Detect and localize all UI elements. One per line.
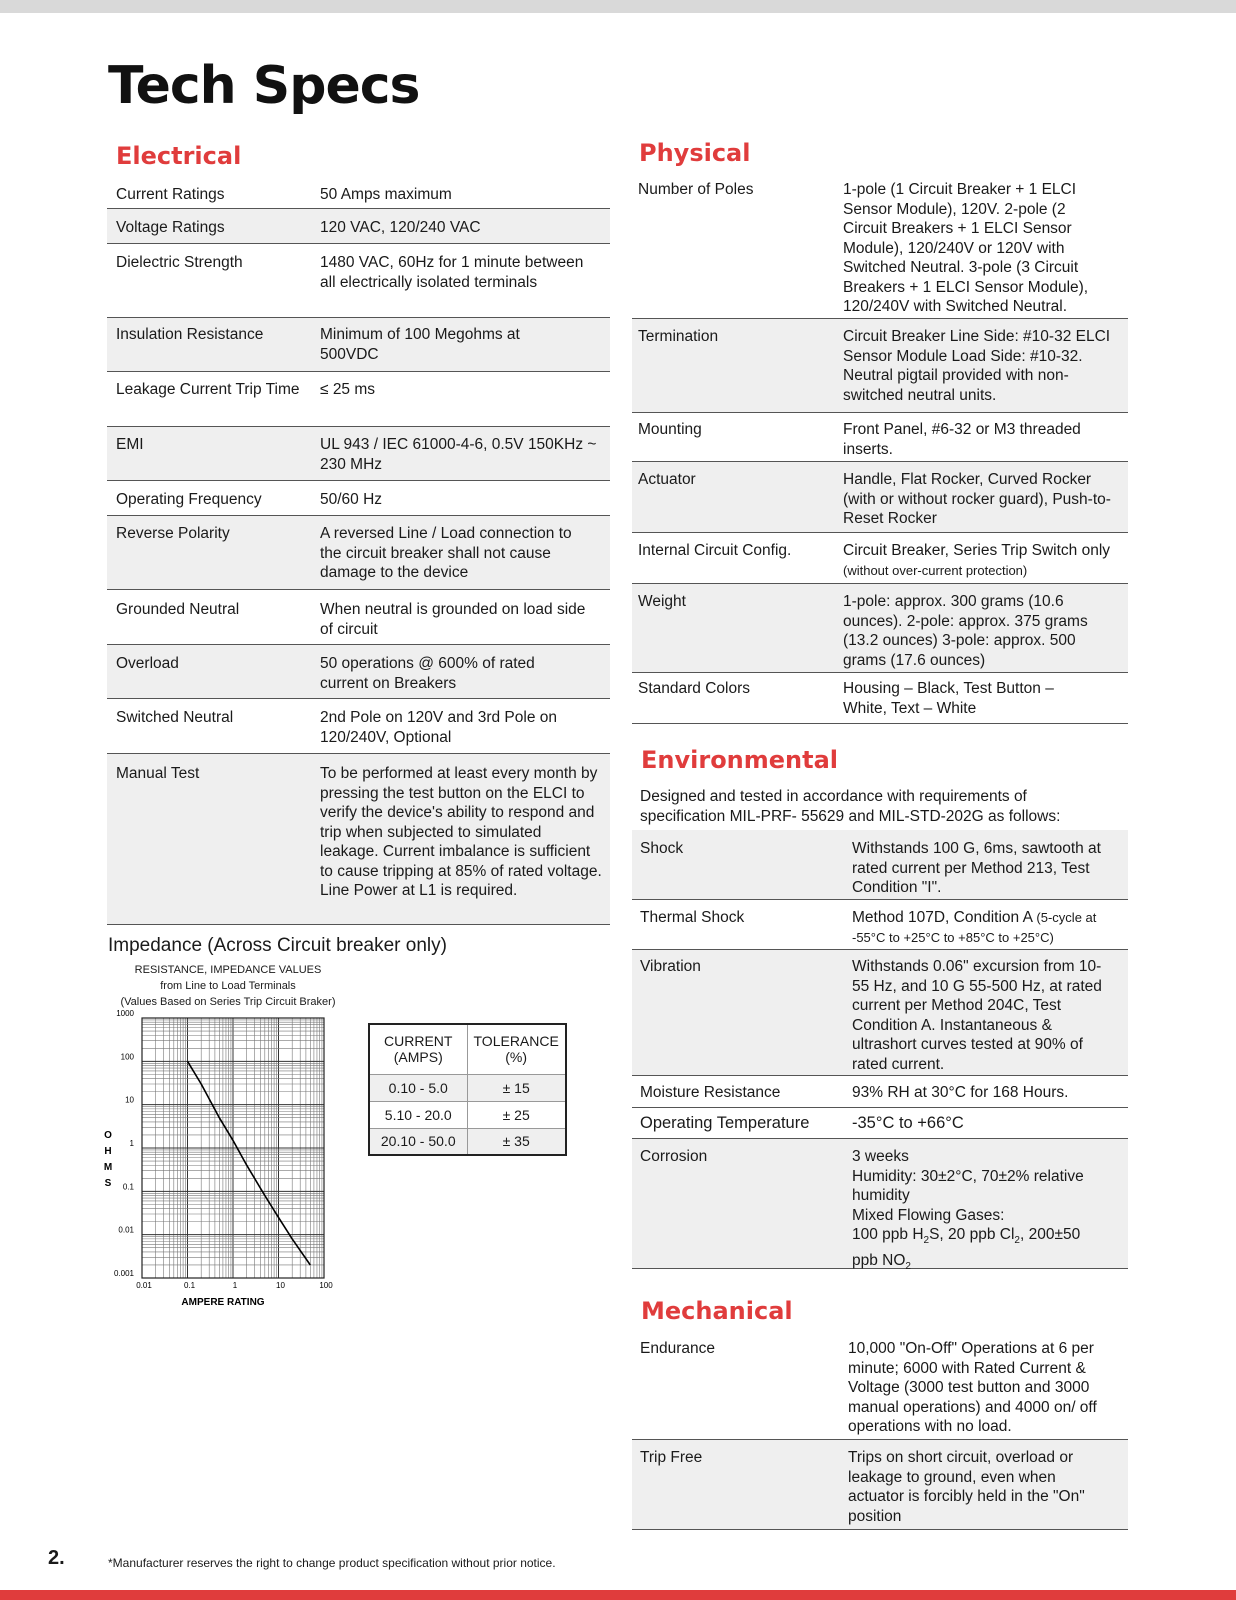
table-cell: 0.10 - 5.0 [369, 1074, 467, 1101]
table-cell: ± 35 [467, 1128, 566, 1155]
table-header-tolerance: TOLERANCE (%) [467, 1024, 566, 1074]
y-axis-label: H [104, 1146, 112, 1157]
electrical-heading: Electrical [116, 142, 242, 170]
table-cell: ± 15 [467, 1074, 566, 1101]
impedance-title: Impedance (Across Circuit breaker only) [108, 935, 447, 956]
x-axis-label: AMPERE RATING [181, 1297, 265, 1308]
table-row: Vibration Withstands 0.06" excursion from 10-55 Hz, and 10 G 55-500 Hz, at rated current per Method 204C, Test Condition A. Instantaneous & ultrashort curves tested at 90% of rated current. [632, 950, 1128, 1076]
y-tick-label: 10 [125, 1095, 134, 1105]
mechanical-heading: Mechanical [641, 1297, 793, 1325]
table-row: Manual Test To be performed at least every month by pressing the test button on the ELCI to verify the device's ability to respond and trip when subjected to simulated leakage. Current imbalance is sufficient to cause tripping at 85% of rated voltage. Line Power at L1 is required. [107, 754, 610, 925]
table-row: Overload 50 operations @ 600% of rated current on Breakers [107, 645, 610, 699]
physical-heading: Physical [639, 139, 751, 167]
table-row: Standard Colors Housing – Black, Test Button – White, Text – White [632, 673, 1128, 724]
table-row: Switched Neutral 2nd Pole on 120V and 3rd Pole on 120/240V, Optional [107, 699, 610, 754]
y-tick-label: 0.01 [118, 1225, 134, 1235]
physical-table [632, 178, 1128, 724]
table-row: Corrosion 3 weeks Humidity: 30±2°C, 70±2% relative humidity Mixed Flowing Gases: 100 ppb $H_2S$, 20 ppb $Cl_2$, 200±50 ppb $NO_2$ [632, 1139, 1128, 1269]
table-row: Termination Circuit Breaker Line Side: #10-32 ELCI Sensor Module Load Side: #10-32. Neutral pigtail provided with non-switched neutral units. [632, 319, 1128, 413]
table-cell: 5.10 - 20.0 [369, 1101, 467, 1128]
table-row: Operating Frequency 50/60 Hz [107, 481, 610, 516]
table-header-current: CURRENT (AMPS) [369, 1024, 467, 1074]
table-cell: ± 25 [467, 1101, 566, 1128]
table-row: Internal Circuit Config. Circuit Breaker, Series Trip Switch only (without over-current protection) [632, 533, 1128, 584]
y-tick-label: 0.001 [113, 1269, 134, 1278]
table-row: Reverse Polarity A reversed Line / Load connection to the circuit breaker shall not cause damage to the device [107, 516, 610, 590]
table-row: Mounting Front Panel, #6-32 or M3 threaded inserts. [632, 413, 1128, 462]
page-title: Tech Specs [108, 56, 420, 116]
table-row: Operating Temperature -35°C to +66°C [632, 1108, 1128, 1139]
x-tick-label: 100 [319, 1281, 333, 1290]
table-row: Number of Poles 1-pole (1 Circuit Breaker + 1 ELCI Sensor Module), 120V. 2-pole (2 Circuit Breakers + 1 ELCI Sensor Module), 120/240V or 120V with Switched Neutral. 3-pole (3 Circuit Breakers + 1 ELCI Sensor Module), 120/240V with Switched Neutral. [632, 178, 1128, 319]
y-axis-label: O [104, 1130, 112, 1141]
table-row: Leakage Current Trip Time ≤ 25 ms [107, 372, 610, 427]
footer-note: *Manufacturer reserves the right to change product specification without prior notice. [108, 1556, 556, 1570]
table-row: Moisture Resistance 93% RH at 30°C for 168 Hours. [632, 1076, 1128, 1108]
y-axis-label: M [103, 1162, 113, 1173]
table-row: Grounded Neutral When neutral is grounded on load side of circuit [107, 590, 610, 645]
table-cell: 20.10 - 50.0 [369, 1128, 467, 1155]
environmental-intro: Designed and tested in accordance with requirements of specification MIL-PRF- 55629 and MIL-STD-202G as follows: [640, 788, 1061, 825]
y-tick-label: 100 [120, 1052, 134, 1062]
x-tick-label: 0.01 [136, 1281, 152, 1290]
table-row: Actuator Handle, Flat Rocker, Curved Rocker (with or without rocker guard), Push-to-Reset Rocker [632, 462, 1128, 533]
electrical-table [107, 181, 610, 925]
table-row: EMI UL 943 / IEC 61000-4-6, 0.5V 150KHz ~ 230 MHz [107, 427, 610, 481]
table-row: Shock Withstands 100 G, 6ms, sawtooth at rated current per Method 213, Test Condition "I". [632, 830, 1128, 900]
table-row: Weight 1-pole: approx. 300 grams (10.6 ounces). 2-pole: approx. 375 grams (13.2 ounces) 3-pole: approx. 500 grams (17.6 ounces) [632, 584, 1128, 673]
impedance-chart [100, 1010, 350, 1335]
y-tick-label: 0.1 [122, 1182, 134, 1192]
chart-heading: RESISTANCE, IMPEDANCE VALUES from Line to Load Terminals (Values Based on Series Trip Circuit Braker) [120, 964, 336, 1008]
table-row: Dielectric Strength 1480 VAC, 60Hz for 1 minute between all electrically isolated terminals [107, 244, 610, 318]
table-row: Thermal Shock Method 107D, Condition A (5-cycle at -55°C to +25°C to +85°C to +25°C) [632, 900, 1128, 950]
top-bar [0, 0, 1236, 13]
y-axis-label: S [104, 1178, 112, 1189]
table-row: Insulation Resistance Minimum of 100 Megohms at 500VDC [107, 318, 610, 372]
tolerance-table [368, 1023, 567, 1156]
environmental-heading: Environmental [641, 746, 839, 774]
y-tick-label: 1 [129, 1139, 134, 1148]
table-row: Current Ratings 50 Amps maximum [107, 181, 610, 209]
table-row: Endurance 10,000 "On-Off" Operations at 6 per minute; 6000 with Rated Current & Voltage (3000 test button and 3000 manual operations) and 4000 on/ off operations with no load. [632, 1330, 1128, 1440]
x-tick-label: 10 [276, 1281, 285, 1290]
x-tick-label: 1 [232, 1281, 238, 1290]
mechanical-table [632, 1330, 1128, 1530]
y-tick-label: 1000 [116, 1010, 134, 1018]
x-tick-label: 0.1 [183, 1281, 196, 1290]
table-row: Trip Free Trips on short circuit, overload or leakage to ground, even when actuator is forcibly held in the "On" position [632, 1440, 1128, 1530]
environmental-table [632, 830, 1128, 1272]
table-row: Voltage Ratings 120 VAC, 120/240 VAC [107, 209, 610, 244]
bottom-bar [0, 1590, 1236, 1600]
page-number: 2. [48, 1547, 65, 1569]
